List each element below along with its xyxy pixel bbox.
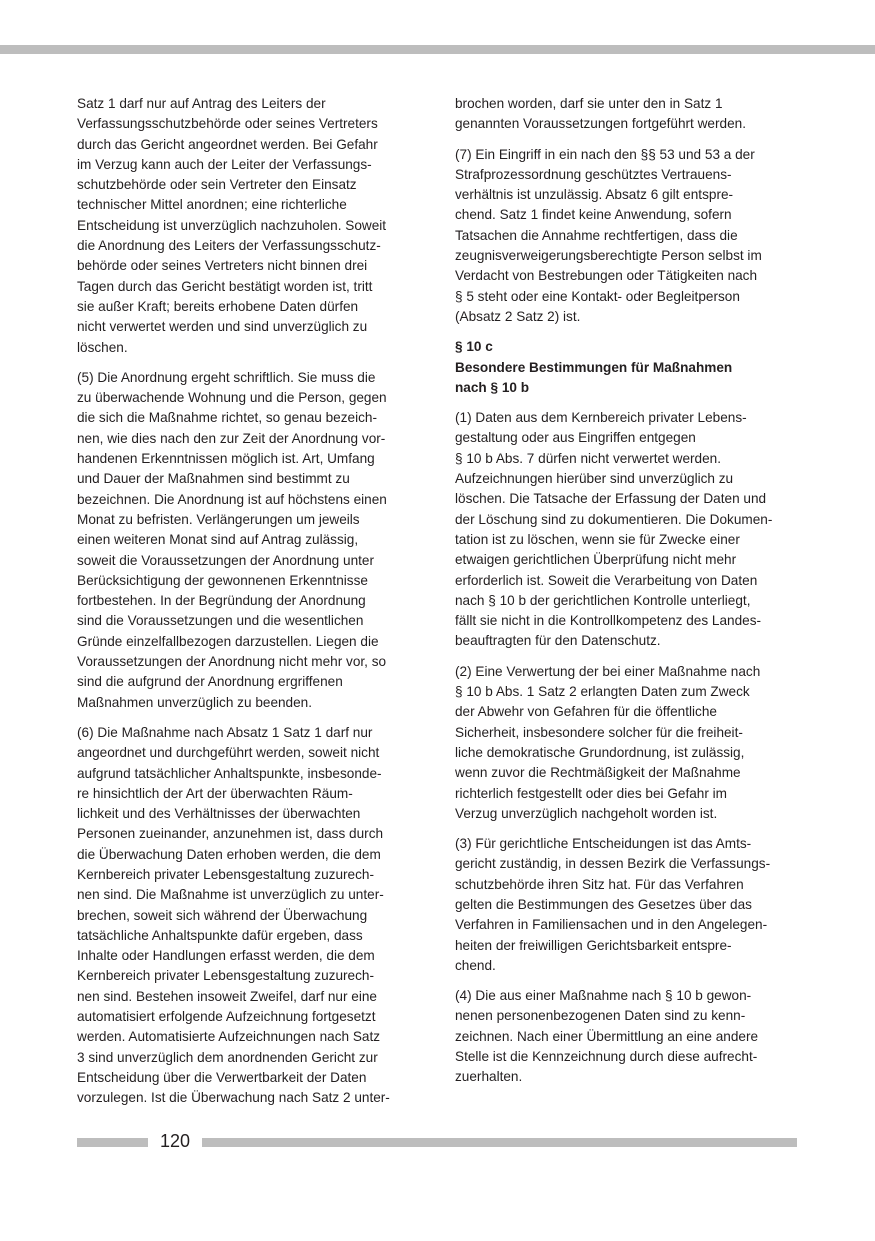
left-column [77, 94, 422, 1119]
paragraph: (3) Für gerichtliche Entscheidungen ist das Amts- gericht zuständig, in dessen Bezirk die Verfassungs- schutzbehörde ihren Sitz hat. Für das Verfahren gelten die Bestimmungen des Gesetzes über das Verfahren in Familiensachen und in den Angelegen- heiten der freiwilligen Gerichtsbarkeit entspre- chend. [455, 836, 771, 973]
footer-rule-left [77, 1138, 148, 1147]
paragraph: Satz 1 darf nur auf Antrag des Leiters der Verfassungsschutzbehörde oder seines Vertreters durch das Gericht angeordnet werden. Bei Gefahr im Verzug kann auch der Leiter der Verfassungs- schutzbehörde oder sein Vertreter den Einsatz technischer Mittel anordnen; eine richterliche Entscheidung ist unverzüglich nachzuholen. Soweit die Anordnung des Leiters der Verfassungsschutz- behörde oder seines Vertreters nicht binnen drei Tagen durch das Gericht bestätigt worden ist, tritt sie außer Kraft; bereits erhobene Daten dürfen nicht verwertet werden und sind unverzüglich zu löschen. [77, 96, 387, 355]
footer-rule-right [202, 1138, 797, 1147]
top-rule [0, 45, 875, 54]
paragraph: (5) Die Anordnung ergeht schriftlich. Sie muss die zu überwachende Wohnung und die Person, gegen die sich die Maßnahme richtet, so genau bezeich- nen, wie dies nach den zur Zeit der Anordnung vor- handenen Erkenntnissen möglich ist. Art, Umfang und Dauer der Maßnahmen sind bestimmt zu bezeichnen. Die Anordnung ist auf höchstens einen Monat zu befristen. Verlängerungen um jeweils einen weiteren Monat sind auf Antrag zulässig, soweit die Voraussetzungen der Anordnung unter Berücksichtigung der gewonnenen Erkenntnisse fortbestehen. In der Begründung der Anordnung sind die Voraussetzungen und die wesentlichen Gründe einzelfallbezogen darzustellen. Liegen die Voraussetzungen der Anordnung nicht mehr vor, so sind die aufgrund der Anordnung ergriffenen Maßnahmen unverzüglich zu beenden. [77, 369, 387, 710]
paragraph: brochen worden, darf sie unter den in Satz 1 genannten Voraussetzungen fortgeführt werden. [455, 96, 746, 132]
page-number: 120 [159, 1131, 191, 1151]
paragraph: (7) Ein Eingriff in ein nach den §§ 53 und 53 a der Strafprozessordnung geschütztes Vertrauens- verhältnis ist unzulässig. Absatz 6 gilt entspre- chend. Satz 1 findet keine Anwendung, sofern Tatsachen die Annahme rechtfertigen, dass die zeugnisverweigerungsberechtigte Person selbst im Verdacht von Bestrebungen oder Tätigkeiten nach § 5 steht oder eine Kontakt- oder Begleitperson (Absatz 2 Satz 2) ist. [455, 146, 762, 324]
paragraph: (6) Die Maßnahme nach Absatz 1 Satz 1 darf nur angeordnet und durchgeführt werden, soweit nicht aufgrund tatsächlicher Anhaltspunkte, insbesonde- re hinsichtlich der Art der überwachten Räum- lichkeit und des Verhältnisses der überwachten Personen zueinander, anzunehmen ist, dass durch die Überwachung Daten erhoben werden, die dem Kernbereich privater Lebensgestaltung zuzurech- nen sind. Die Maßnahme ist unverzüglich zu unter- brechen, soweit sich während der Überwachung tatsächliche Anhaltspunkte dafür ergeben, dass Inhalte oder Handlungen erfasst werden, die dem Kernbereich privater Lebensgestaltung zuzurech- nen sind. Bestehen insoweit Zweifel, darf nur eine automatisiert erfolgende Aufzeichnung fortgesetzt werden. Automatisierte Aufzeichnungen nach Satz 3 sind unverzüglich dem anordnenden Gericht zur Entscheidung über die Verwertbarkeit der Daten vorzulegen. Ist die Überwachung nach Satz 2 unter- [77, 724, 390, 1106]
paragraph: (1) Daten aus dem Kernbereich privater Lebens- gestaltung oder aus Eingriffen entgegen § 10 b Abs. 7 dürfen nicht verwertet werden. Aufzeichnungen hierüber sind unverzüglich zu löschen. Die Tatsache der Erfassung der Daten und der Löschung sind zu dokumentieren. Die Dokumen- tation ist zu löschen, wenn sie für Zwecke einer etwaigen gerichtlichen Überprüfung nicht mehr erforderlich ist. Soweit die Verarbeitung von Daten nach § 10 b der gerichtlichen Kontrolle unterliegt, fällt sie nicht in die Kontrollkompetenz des Landes- beauftragten für den Datenschutz. [455, 410, 773, 649]
paragraph: (2) Eine Verwertung der bei einer Maßnahme nach § 10 b Abs. 1 Satz 2 erlangten Daten zum Zweck der Abwehr von Gefahren für die öffentliche Sicherheit, insbesondere solcher für die freiheit- liche demokratische Grundordnung, ist zulässig, wenn zuvor die Rechtmäßigkeit der Maßnahme richterlich festgestellt oder dies bei Gefahr im Verzug unverzüglich nachgeholt worden ist. [455, 663, 761, 821]
paragraph: (4) Die aus einer Maßnahme nach § 10 b gewon- nenen personenbezogenen Daten sind zu kenn- zeichnen. Nach einer Übermittlung an eine andere Stelle ist die Kennzeichnung durch diese aufrecht- zuerhalten. [455, 988, 759, 1085]
right-column [455, 94, 800, 1098]
section-heading: § 10 c Besondere Bestimmungen für Maßnahmen nach § 10 b [455, 339, 733, 395]
